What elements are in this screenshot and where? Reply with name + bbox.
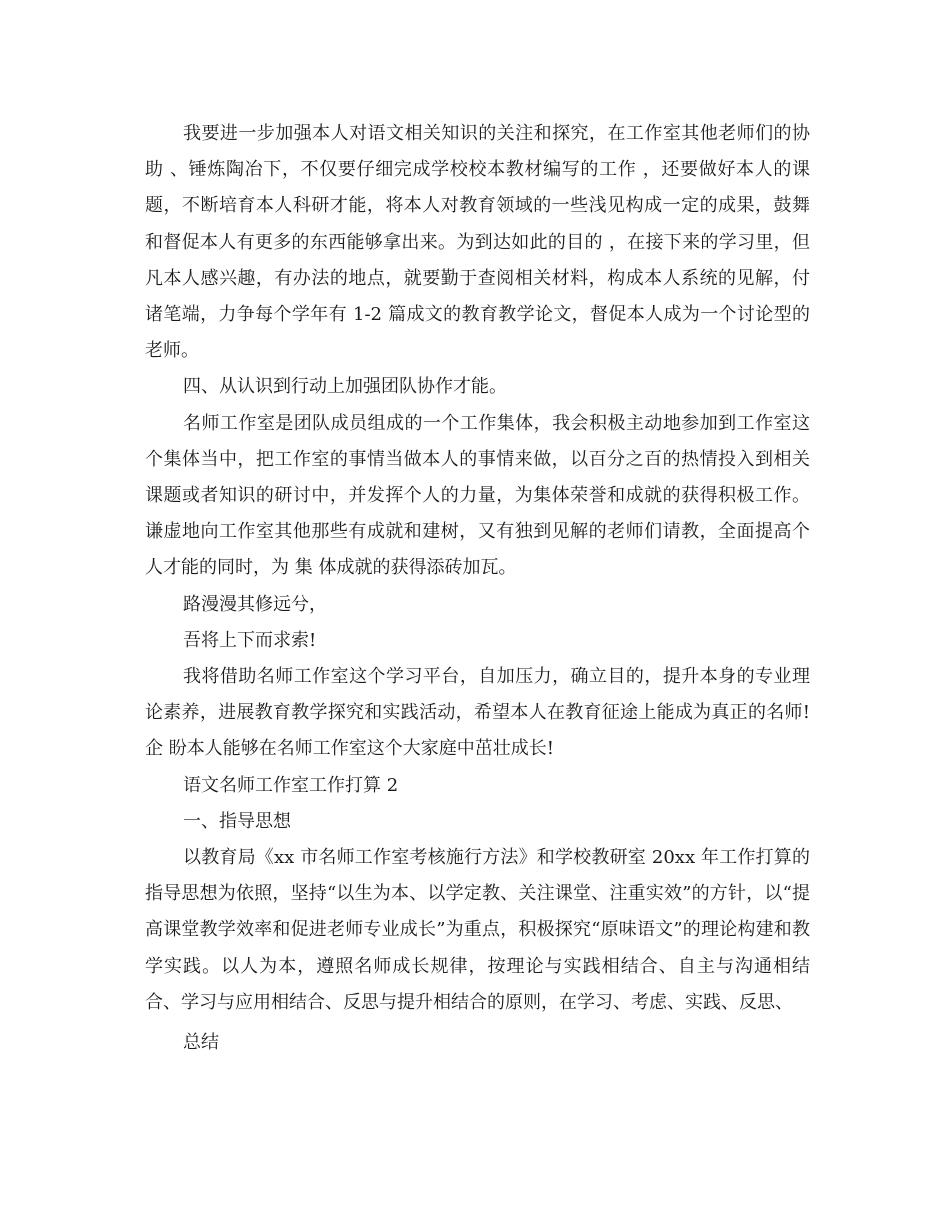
paragraph-closing-hope: 我将借助名师工作室这个学习平台，自加压力，确立目的，提升本身的专业理论素养，进展教育教学探究和实践活动，希望本人在教育征途上能成为真正的名师!企 盼本人能够在名师工作室这个大家庭中茁壮成长! [145, 666, 810, 760]
paragraph-guiding-ideology: 以教育局《xx 市名师工作室考核施行方法》和学校教研室 20xx 年工作打算的指导思想为依照，坚持“以生为本、以学定教、关注课堂、注重实效”的方针，以“提高课堂教学效率和促进老师专业成长”为重点，积极探究“原味语文”的理论构建和教学实践。以人为本，遵照名师成长规律，按理论与实践相结合、自主与沟通相结合、学习与应用相结合、反思与提升相结合的原则，在学习、考虑、实践、反思、 [145, 847, 810, 1013]
document-body [145, 116, 810, 1061]
paragraph-teamwork: 名师工作室是团队成员组成的一个工作集体，我会积极主动地参加到工作室这个集体当中，把工作室的事情当做本人的事情来做，以百分之百的热情投入到相关课题或者知识的研讨中，并发挥个人的力量，为集体荣誉和成就的获得积极工作。谦虚地向工作室其他那些有成就和建树，又有独到见解的老师们请教，全面提高个人才能的同时，为 集 体成就的获得添砖加瓦。 [145, 412, 810, 579]
poem-line-1: 路漫漫其修远兮， [183, 593, 327, 615]
paragraph-research-plan: 我要进一步加强本人对语文相关知识的关注和探究，在工作室其他老师们的协助 、锤炼陶冶下，不仅要仔细完成学校校本教材编写的工作 ，还要做好本人的课题，不断培育本人科研才能，将本人对教育领域的一些浅见构成一定的成果，鼓舞和督促本人有更多的东西能够拿出来。为到达如此的目的 ，在接下来的学习里，但凡本人感兴趣，有办法的地点，就要勤于查阅相关材料，构成本人系统的见解，付诸笔端，力争每个学年有 1-2 篇成文的教育教学论文，督促本人成为一个讨论型的老师。 [145, 123, 810, 362]
section-heading-teamwork: 四、从认识到行动上加强团队协作才能。 [183, 376, 507, 398]
section-heading-guiding-ideology: 一、指导思想 [183, 810, 291, 832]
poem-line-2: 吾将上下而求索! [183, 629, 317, 651]
section-title-plan-2: 语文名师工作室工作打算 2 [183, 774, 399, 796]
paragraph-summary-fragment: 总结 [183, 1032, 219, 1054]
